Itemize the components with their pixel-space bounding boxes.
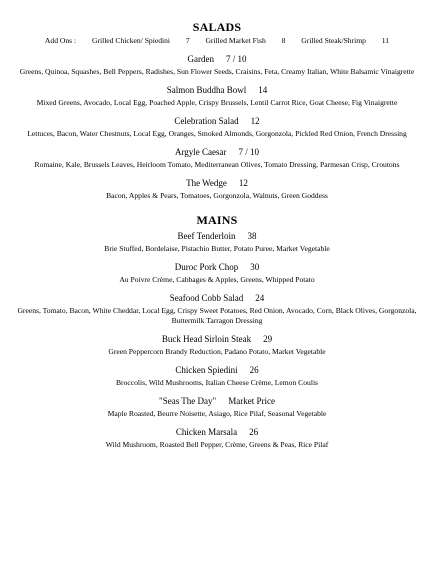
addon-name: Grilled Market Fish <box>205 36 266 45</box>
menu-item-garden <box>10 54 424 77</box>
menu-item-seafood-cobb-salad <box>10 293 424 326</box>
addons-label: Add Ons : <box>44 36 77 45</box>
item-price: 26 <box>249 427 259 437</box>
item-price: Market Price <box>228 396 275 406</box>
item-price: 38 <box>247 231 257 241</box>
item-price: 29 <box>263 334 273 344</box>
item-description: Bacon, Apples & Pears, Tomatoes, Gorgonzola, Walnuts, Green Goddess <box>106 191 328 200</box>
salad-addons <box>10 36 424 46</box>
item-name: Argyle Caesar <box>174 147 227 157</box>
item-name: Beef Tenderloin <box>177 231 236 241</box>
item-price: 14 <box>258 85 268 95</box>
item-price: 24 <box>255 293 265 303</box>
item-name: Chicken Marsala <box>175 427 238 437</box>
item-description: Maple Roasted, Beurre Noisette, Asiago, Rice Pilaf, Seasonal Vegetable <box>107 409 327 418</box>
item-name: "Seas The Day" <box>159 396 217 406</box>
menu-item-buck-head-sirloin-steak <box>10 334 424 357</box>
item-name: Celebration Salad <box>174 116 239 126</box>
item-price: 12 <box>250 116 260 126</box>
menu-item-beef-tenderloin <box>10 231 424 254</box>
item-description: Romaine, Kale, Brussels Leaves, Heirloom Tomato, Mediterranean Olives, Tomato Dressing, Parmesan Crisp, Croutons <box>34 160 400 169</box>
item-description: Lettuces, Bacon, Water Chestnuts, Local Egg, Oranges, Smoked Almonds, Gorgonzola, Pickled Red Onion, French Dressing <box>27 129 407 138</box>
item-price: 26 <box>249 365 259 375</box>
menu-item-duroc-pork-chop <box>10 262 424 285</box>
item-name: Seafood Cobb Salad <box>169 293 244 303</box>
item-price: 7 / 10 <box>225 54 247 64</box>
item-price: 12 <box>238 178 248 188</box>
item-name: Buck Head Sirloin Steak <box>161 334 252 344</box>
salads-heading: SALADS <box>192 20 242 34</box>
menu-item-chicken-marsala <box>10 427 424 450</box>
item-description: Brie Stuffed, Bordelaise, Pistachio Butter, Potato Puree, Market Vegetable <box>104 244 330 253</box>
addon-price: 11 <box>381 36 390 45</box>
item-description: Wild Mushroom, Roasted Bell Pepper, Crème, Greens & Peas, Rice Pilaf <box>105 440 329 449</box>
addon-price: 7 <box>185 36 190 45</box>
item-description: Greens, Quinoa, Squashes, Bell Peppers, Radishes, Sun Flower Seeds, Craisins, Feta, Creamy Italian, White Balsamic Vinaigrette <box>19 67 415 76</box>
item-description: Mixed Greens, Avocado, Local Egg, Poached Apple, Crispy Brussels, Lentil Carrot Rice, Goat Cheese, Fig Vinaigrette <box>36 98 398 107</box>
item-name: Garden <box>187 54 214 64</box>
item-name: Duroc Pork Chop <box>174 262 239 272</box>
menu-item-the-wedge <box>10 178 424 201</box>
addon-name: Grilled Steak/Shrimp <box>301 36 366 45</box>
item-name: The Wedge <box>186 178 227 188</box>
item-price: 7 / 10 <box>238 147 260 157</box>
item-price: 30 <box>250 262 260 272</box>
mains-heading: MAINS <box>196 213 238 227</box>
item-description: Green Peppercorn Brandy Reduction, Padano Potato, Market Vegetable <box>108 347 326 356</box>
addon-price: 8 <box>281 36 286 45</box>
menu-item-argyle-caesar <box>10 147 424 170</box>
item-name: Chicken Spiedini <box>175 365 238 375</box>
menu-item-seas-the-day <box>10 396 424 419</box>
menu-item-chicken-spiedini <box>10 365 424 388</box>
menu-item-salmon-buddha-bowl <box>10 85 424 108</box>
item-description: Broccolis, Wild Mushrooms, Italian Cheese Crème, Lemon Coulis <box>115 378 319 387</box>
item-description: Au Poivre Crème, Cabbages & Apples, Greens, Whipped Potato <box>119 275 315 284</box>
addon-name: Grilled Chicken/ Spiedini <box>91 36 171 45</box>
menu-item-celebration-salad <box>10 116 424 139</box>
item-description: Greens, Tomato, Bacon, White Cheddar, Local Egg, Crispy Sweet Potatoes, Red Onion, Avocado, Corn, Black Olives, Gorgonzola, Buttermilk Tarragon Dressing <box>17 306 417 325</box>
item-name: Salmon Buddha Bowl <box>166 85 247 95</box>
